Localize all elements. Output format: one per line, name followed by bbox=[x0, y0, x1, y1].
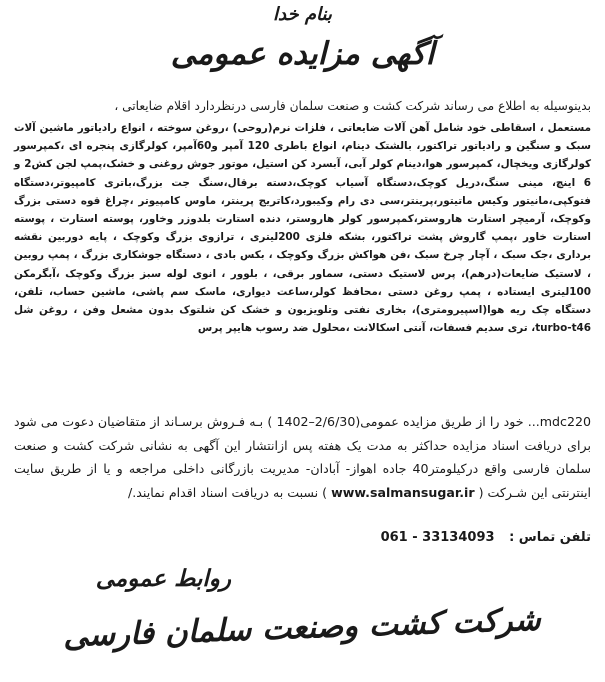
bismillah-heading: بنام خدا bbox=[273, 4, 332, 25]
notice-title: آگهی مزایده عمومی bbox=[170, 36, 435, 72]
signature-company: شرکت کشت وصنعت سلمان فارسی bbox=[62, 601, 542, 655]
auction-items-list: مستعمل ، اسقاطی خود شامل آهن آلات ضایعاتی ، فلزات نرم(روحی) ،روغن سوخته ، انواع رادیاتور ماشین آلات سبک و سنگین و رادیاتور تراکتور، بالشتک دینام، انواع باطری 120 آمپر و60آمپر، کولرگازی پنجره ای ،کمپرسور کولرگازی ویخچال، کمپرسور هوا،دینام کولر آبی، آبسرد کن استیل، موتور جوش روغنی و خشک،پمپ لجن کش2 و 6 اینچ، مینی سنگ،دریل کوچک،دستگاه آسیاب کوچک،دسته برقال،سنگ جت بزرگ،باتری کامپیوتر،دستگاه فتوکپی،مانیتور وکیس ماتیتور،پرینتر،سی دی رام وکیبورد،کاتریج پرینتر، ماوس کامپیوتر ،چراغ قوه دستی بزرگ وکوچک، آرمیچر استارت هاروستر،کمپرسور کولر هاروستر، دنده استارت بلدوزر وخاور، پوسته استارت ، پوسته استارت خاور ،پمپ گاروش پشت تراکتور، بشکه فلزی 200لیتری ، ترازوی بزرگ وکوچک ، پایه دوربین نقشه برداری ،جک سبک ، آچار چرخ سبک ،فن هواکش بزرگ وکوچک ، بکس بادی ، دستگاه جوشکاری بزرگ ، پمپ روبین ، لاستیک ضایعات(درهم)، پرس لاستیک دستی، سماور برقی، ، بلوور ، انوی لوله سبز بزرگ وکوچک ،آبگرمکن 100لیتری ایستاده ، پمپ روغن دستی ،محافظ کولر،ساعت دیواری، ماسک سم پاشی، ماشین حساب، تلفن، دستگاه چک ریه هوا(اسپیرومتری)، بخاری نفتی وتلویزیون و خشک کن شلتوک بدون مشعل وفن ، روغن شل turbo-t46، تری سدیم فسفات، آنتی اسکالانت ،محلول ضد رسوب هایپر پرس bbox=[14, 122, 591, 335]
phone-number: 33134093 - 061 bbox=[380, 530, 495, 545]
notice-closing-text: ) نسبت به دریافت اسناد اقدام نمایند./ bbox=[128, 484, 328, 500]
phone-label: تلفن تماس : bbox=[509, 530, 591, 545]
signature-department: روابط عمومی bbox=[95, 565, 231, 592]
auction-notice bbox=[14, 0, 591, 682]
notice-body bbox=[14, 410, 591, 504]
notice-body-text: mdc220... خود را از طریق مزایده عمومی(2/6/30–1402 ) بـه فـروش برسـاند از متقاضیان دعوت می شود برای دریافت اسناد مزایده حداکثر به مدت یک هفته پس ازانتشار این آگهی به نشانی شرکت کشت و صنعت سلمان فارسی واقع درکیلومتر40 جاده اهواز- آبادان- مدیریت بازرگانی داخلی مراجعه و یا از طریق سایت اینترنتی این شـرکت ( bbox=[14, 414, 592, 500]
contact-phone bbox=[381, 530, 591, 545]
notice-intro: بدینوسیله به اطلاع می رساند شرکت کشت و صنعت سلمان فارسی درنظردارد اقلام ضایعاتی ، bbox=[114, 99, 591, 113]
company-website-link[interactable]: www.salmansugar.ir bbox=[331, 484, 475, 500]
